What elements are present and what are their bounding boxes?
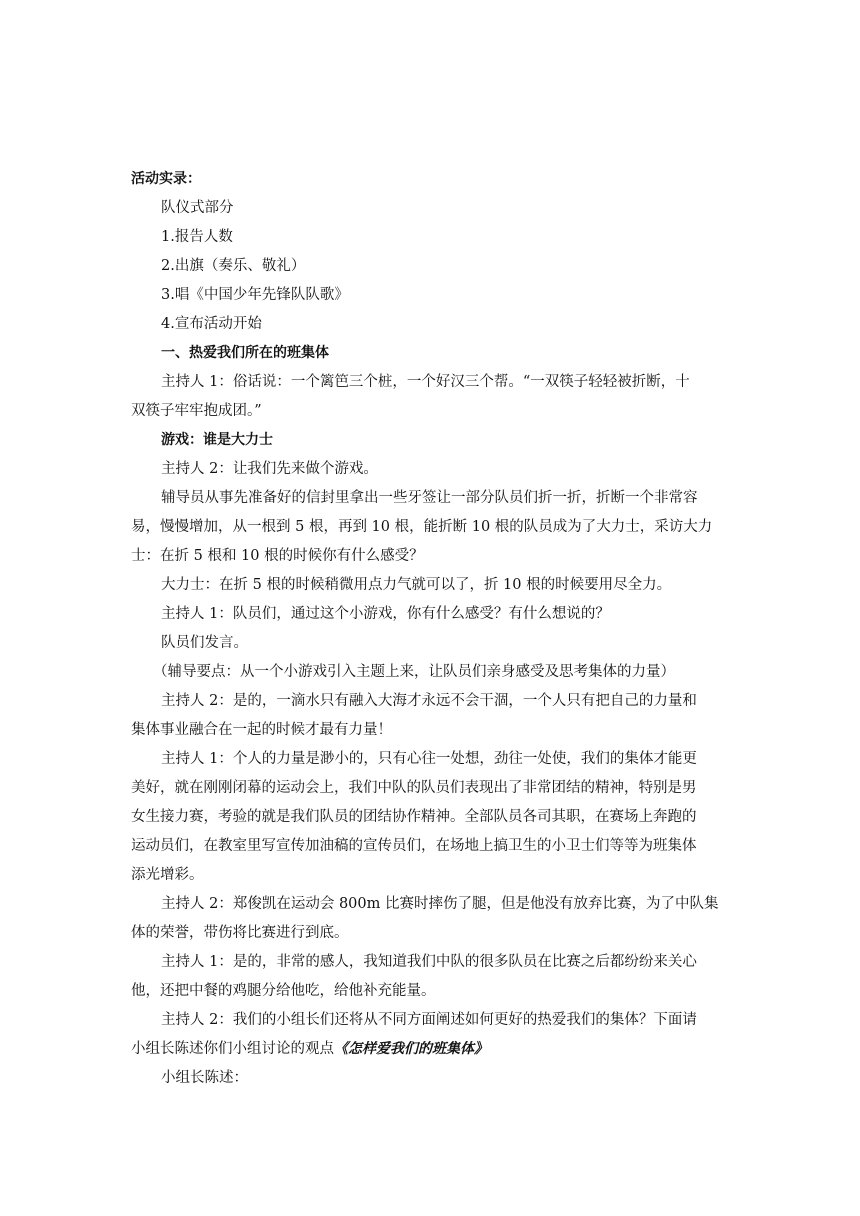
paragraph-line: 添光增彩。: [131, 867, 204, 883]
ceremony-step: 4.宣布活动开始: [161, 316, 262, 332]
paragraph-line: 运动员们，在教室里写宣传加油稿的宣传员们，在场地上搞卫生的小卫士们等等为班集体: [131, 838, 697, 854]
paragraph-text: 小组长陈述你们小组讨论的观点: [131, 1041, 334, 1057]
paragraph-line: 女生接力赛，考验的就是我们队员的团结协作精神。全部队员各司其职，在赛场上奔跑的: [131, 809, 697, 825]
host1-paragraph-3: [131, 745, 726, 890]
leaders-statement: 小组长陈述：: [161, 1070, 248, 1086]
game-heading: 游戏：谁是大力士: [161, 432, 273, 448]
paragraph-line: 主持人 1：是的，非常的感人，我知道我们中队的很多队员在比赛之后都纷纷来关心: [161, 954, 697, 970]
paragraph-line: 辅导员从事先准备好的信封里拿出一些牙签让一部分队员们折一折，折断一个非常容: [161, 490, 698, 506]
discussion-title: 《怎样爱我们的班集体》: [334, 1041, 488, 1057]
strongman-line: 大力士：在折 5 根的时候稍微用点力气就可以了，折 10 根的时候要用尽全力。: [161, 577, 672, 593]
part1-heading: 一、热爱我们所在的班集体: [161, 345, 329, 361]
paragraph-line: [131, 1035, 726, 1064]
ceremony-step: 1.报告人数: [161, 229, 233, 245]
paragraph-line: 他，还把中餐的鸡腿分给他吃，给他补充能量。: [131, 983, 436, 999]
ceremony-step: 3.唱《中国少年先锋队队歌》: [161, 287, 349, 303]
members-speak-line: 队员们发言。: [161, 635, 248, 651]
paragraph-line: 主持人 2：郑俊凯在运动会 800m 比赛时摔伤了腿，但是他没有放弃比赛，为了中队集: [161, 896, 719, 912]
host2-paragraph-2: [131, 687, 726, 745]
paragraph-line: 主持人 1：俗话说：一个篱笆三个桩，一个好汉三个帮。“一双筷子轻轻被折断，十: [161, 374, 690, 390]
document-body: [131, 165, 726, 1093]
paragraph-line: 主持人 2：是的，一滴水只有融入大海才永远不会干涸，一个人只有把自己的力量和: [161, 693, 697, 709]
paragraph-line: 士：在折 5 根和 10 根的时候你有什么感受？: [131, 548, 424, 564]
paragraph-line: 双筷子牢牢抱成团。”: [131, 403, 262, 419]
section-title: 活动实录：: [131, 171, 201, 187]
paragraph-line: 主持人 1：个人的力量是渺小的，只有心往一处想，劲往一处使，我们的集体才能更: [161, 751, 697, 767]
paragraph-line: 集体事业融合在一起的时候才最有力量！: [131, 722, 392, 738]
host1-paragraph-1: [131, 368, 726, 426]
host2-paragraph-4: [131, 1006, 726, 1064]
host1-paragraph-4: [131, 948, 726, 1006]
ceremony-step: 2.出旗（奏乐、敬礼）: [161, 258, 306, 274]
paragraph-line: 主持人 2：我们的小组长们还将从不同方面阐述如何更好的热爱我们的集体？下面请: [161, 1012, 697, 1028]
counselor-paragraph: [131, 484, 726, 571]
paragraph-line: 美好，就在刚刚闭幕的运动会上，我们中队的队员们表现出了非常团结的精神，特别是男: [131, 780, 697, 796]
ceremony-heading: 队仪式部分: [161, 200, 234, 216]
guidance-note: （辅导要点：从一个小游戏引入主题上来，让队员们亲身感受及思考集体的力量）: [153, 664, 675, 680]
host2-line: 主持人 2：让我们先来做个游戏。: [161, 461, 378, 477]
host1-line: 主持人 1：队员们，通过这个小游戏，你有什么感受？有什么想说的？: [161, 606, 610, 622]
host2-paragraph-3: [131, 890, 726, 948]
paragraph-line: 体的荣誉，带伤将比赛进行到底。: [131, 925, 349, 941]
paragraph-line: 易，慢慢增加，从一根到 5 根，再到 10 根，能折断 10 根的队员成为了大力士，采访大力: [131, 519, 713, 535]
